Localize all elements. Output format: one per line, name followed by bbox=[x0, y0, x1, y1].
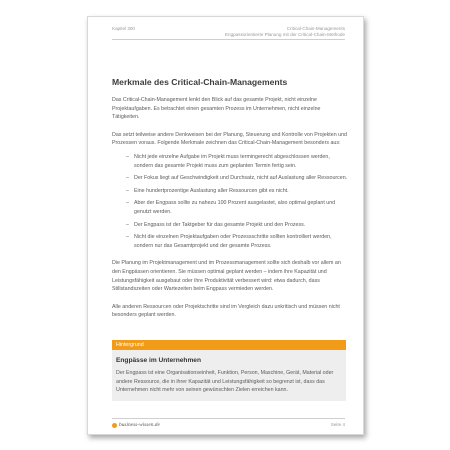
document-page bbox=[87, 16, 364, 435]
list-item bbox=[112, 187, 348, 196]
header-divider bbox=[112, 39, 345, 40]
box-title: Engpässe im Unternehmen bbox=[116, 357, 202, 364]
list-item bbox=[112, 199, 348, 216]
dash-bullet-icon: – bbox=[126, 234, 129, 241]
footer-brand bbox=[112, 422, 160, 428]
list-item-text: Der Fokus liegt auf Geschwindigkeit und Durchsatz, nicht auf Auslastung aller Ressourcen. bbox=[134, 175, 348, 182]
list-item-text: Der Engpass ist der Taktgeber für das gesamte Projekt und den Prozess. bbox=[134, 221, 306, 228]
brand-name: business-wissen.de bbox=[119, 422, 160, 428]
header-title bbox=[225, 26, 345, 37]
resources-paragraph: Alle anderen Ressourcen oder Projektschritte sind im Vergleich dazu unkritisch und müssen nicht besonders geplant werden. bbox=[112, 303, 340, 319]
dash-bullet-icon: – bbox=[126, 187, 129, 194]
list-item bbox=[112, 221, 348, 230]
intro-paragraph: Das Critical-Chain-Management lenkt den Blick auf das gesamte Projekt, nicht einzelne Projektaufgaben. Es betrachtet einen gesamten Prozess im Unternehmen, nicht einzelne Tätigkeiten. bbox=[112, 97, 321, 121]
list-item bbox=[112, 174, 348, 183]
header-chapter: Kapitel 300 bbox=[112, 26, 135, 31]
list-item bbox=[112, 233, 348, 250]
header-title-line1: Critical-Chain-Managements bbox=[286, 26, 345, 31]
list-item-text: Aber der Engpass sollte zu nahezu 100 Prozent ausgelastet, also optimal geplant und genutzt werden. bbox=[134, 200, 336, 215]
footer-divider bbox=[112, 418, 345, 419]
page-title: Merkmale des Critical-Chain-Managements bbox=[112, 77, 288, 87]
dash-bullet-icon: – bbox=[126, 153, 129, 160]
dash-bullet-icon: – bbox=[126, 221, 129, 228]
list-item-text: Nicht die einzelnen Projektaufgaben oder Prozessschritte sollten kontrolliert werden, sondern nur das Gesamtprojekt und der gesamte Prozess. bbox=[134, 234, 332, 249]
list-item-text: Eine hundertprozentige Auslastung aller Ressourcen gibt es nicht. bbox=[134, 187, 289, 194]
brand-logo-icon bbox=[112, 423, 117, 428]
header-title-line2: Engpassorientierte Planung mit der Critical-Chain-Methode bbox=[224, 31, 345, 37]
planning-paragraph: Die Planung im Projektmanagement und im Prozessmanagement sollte sich deshalb vor allem an den Engpässen orientieren. Sie müssen optimal geplant werden – indem ihre Kapazität und Leistungsfähigkeit ausgebaut oder ihre Produktivität verbessert wird: etwa dadurch, dass Stillstandszeiten oder Wartezeiten beim Engpass vermieden werden. bbox=[112, 260, 341, 293]
background-info-box bbox=[112, 340, 346, 401]
lead-paragraph: Das setzt teilweise andere Denkweisen bei der Planung, Steuerung und Kontrolle von Projekten und Prozessen voraus. Folgende Merkmale zeichnen das Critical-Chain-Management besonders aus: bbox=[112, 131, 347, 147]
box-text: Der Engpass ist eine Organisationseinheit, Funktion, Person, Maschine, Gerät, Material oder andere Ressource, die in ihrer Kapazität und Leistungsfähigkeit so begrenzt ist, dass das Unternehmen nicht mehr von seinen gewünschten Zielen erreichen kann. bbox=[116, 370, 334, 394]
box-content bbox=[112, 350, 346, 401]
box-label: Hintergrund bbox=[112, 340, 346, 350]
main-body bbox=[112, 96, 348, 329]
list-item bbox=[112, 153, 348, 170]
page-number: Seite 4 bbox=[330, 422, 345, 427]
dash-bullet-icon: – bbox=[126, 200, 129, 207]
feature-list bbox=[112, 153, 348, 250]
list-item-text: Nicht jede einzelne Aufgabe im Projekt muss termingerecht abgeschlossen werden, sondern das gesamte Projekt muss zum geplanten Termin fertig sein. bbox=[134, 153, 330, 169]
dash-bullet-icon: – bbox=[126, 175, 129, 182]
